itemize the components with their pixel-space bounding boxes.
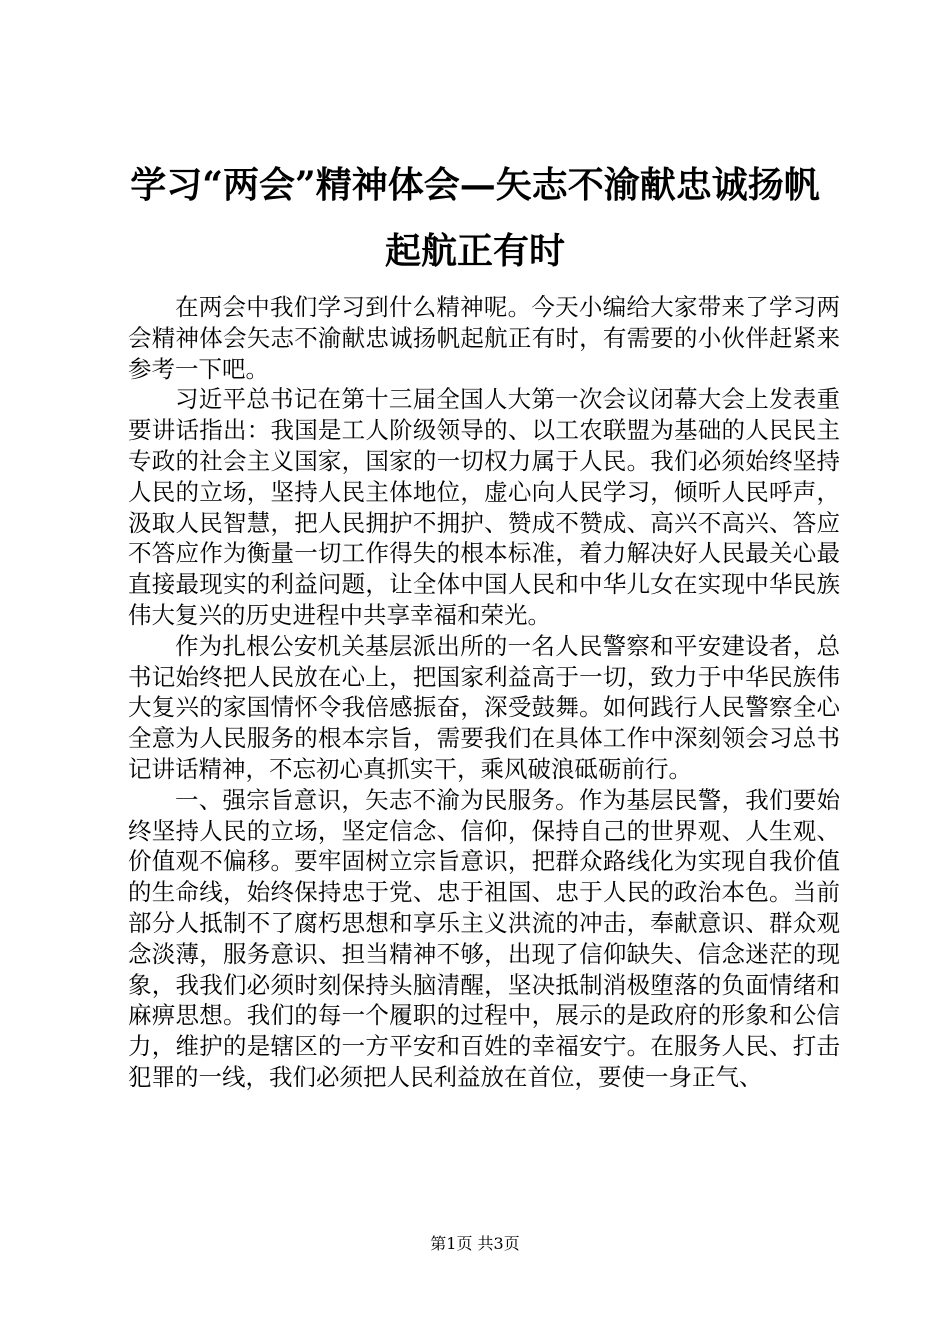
document-title-line-2: 起航正有时 bbox=[384, 230, 565, 272]
document-body bbox=[128, 292, 840, 1093]
paragraph-speech: 习近平总书记在第十三届全国人大第一次会议闭幕大会上发表重要讲话指出：我国是工人阶级领导的、以工农联盟为基础的人民民主专政的社会主义国家，国家的一切权力属于人民。我们必须始终坚持人民的立场，坚持人民主体地位，虚心向人民学习，倾听人民呼声，汲取人民智慧，把人民拥护不拥护、赞成不赞成、高兴不高兴、答应不答应作为衡量一切工作得失的根本标准，着力解决好人民最关心最直接最现实的利益问题，让全体中国人民和中华儿女在实现中华民族伟大复兴的历史进程中共享幸福和荣光。 bbox=[128, 385, 840, 629]
paragraph-intro: 在两会中我们学习到什么精神呢。今天小编给大家带来了学习两会精神体会矢志不渝献忠诚扬帆起航正有时，有需要的小伙伴赶紧来参考一下吧。 bbox=[128, 293, 840, 383]
page-footer: 第1页 共3页 bbox=[430, 1234, 520, 1253]
document-title-line-1: 学习“两会”精神体会—矢志不渝献忠诚扬帆 bbox=[130, 164, 820, 206]
paragraph-section-one: 一、强宗旨意识，矢志不渝为民服务。作为基层民警，我们要始终坚持人民的立场，坚定信念、信仰，保持自己的世界观、人生观、价值观不偏移。要牢固树立宗旨意识，把群众路线化为实现自我价值的生命线，始终保持忠于党、忠于祖国、忠于人民的政治本色。当前部分人抵制不了腐朽思想和享乐主义洪流的冲击，奉献意识、群众观念淡薄，服务意识、担当精神不够，出现了信仰缺失、信念迷茫的现象，我我们必须时刻保持头脑清醒，坚决抵制消极堕落的负面情绪和麻痹思想。我们的每一个履职的过程中，展示的是政府的形象和公信力，维护的是辖区的一方平安和百姓的幸福安宁。在服务人民、打击犯罪的一线，我们必须把人民利益放在首位，要使一身正气、 bbox=[128, 785, 840, 1091]
paragraph-police-role: 作为扎根公安机关基层派出所的一名人民警察和平安建设者，总书记始终把人民放在心上，把国家利益高于一切，致力于中华民族伟大复兴的家国情怀令我倍感振奋，深受鼓舞。如何践行人民警察全心全意为人民服务的根本宗旨，需要我们在具体工作中深刻领会习总书记讲话精神，不忘初心真抓实干，乘风破浪砥砺前行。 bbox=[128, 631, 840, 783]
